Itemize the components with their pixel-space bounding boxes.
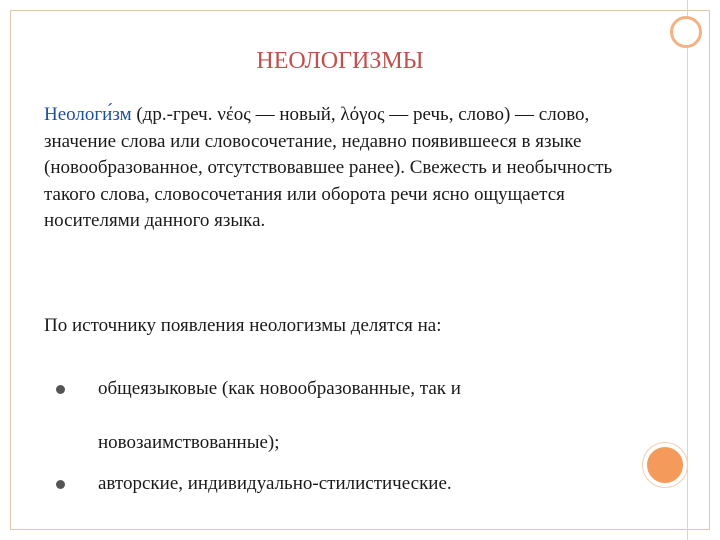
decorative-vertical-line	[687, 0, 688, 540]
definition-paragraph	[44, 102, 624, 235]
slide-title: НЕОЛОГИЗМЫ	[256, 48, 424, 74]
decorative-circle-filled	[643, 443, 687, 487]
bullet-dot-icon	[56, 480, 65, 489]
bullet-dot-icon	[56, 385, 65, 394]
list-item-text: авторские, индивидуально-стилистические.	[98, 473, 452, 494]
definition-text: (др.-греч. νέος — новый, λόγος — речь, слово) — слово, значение слова или словосочетание, недавно появившееся в языке (новообразованное, отсутствовавшее ранее). Свежесть и необычность такого слова, словосочетания или оборота речи ясно ощущается носителями данного языка.	[44, 104, 613, 231]
decorative-circle-outline	[670, 16, 702, 48]
classification-intro: По источнику появления неологизмы делятся на:	[44, 315, 442, 336]
list-item-text: общеязыковые (как новообразованные, так и новозаимствованные);	[98, 378, 461, 453]
definition-term: Неологи́зм	[44, 104, 132, 125]
